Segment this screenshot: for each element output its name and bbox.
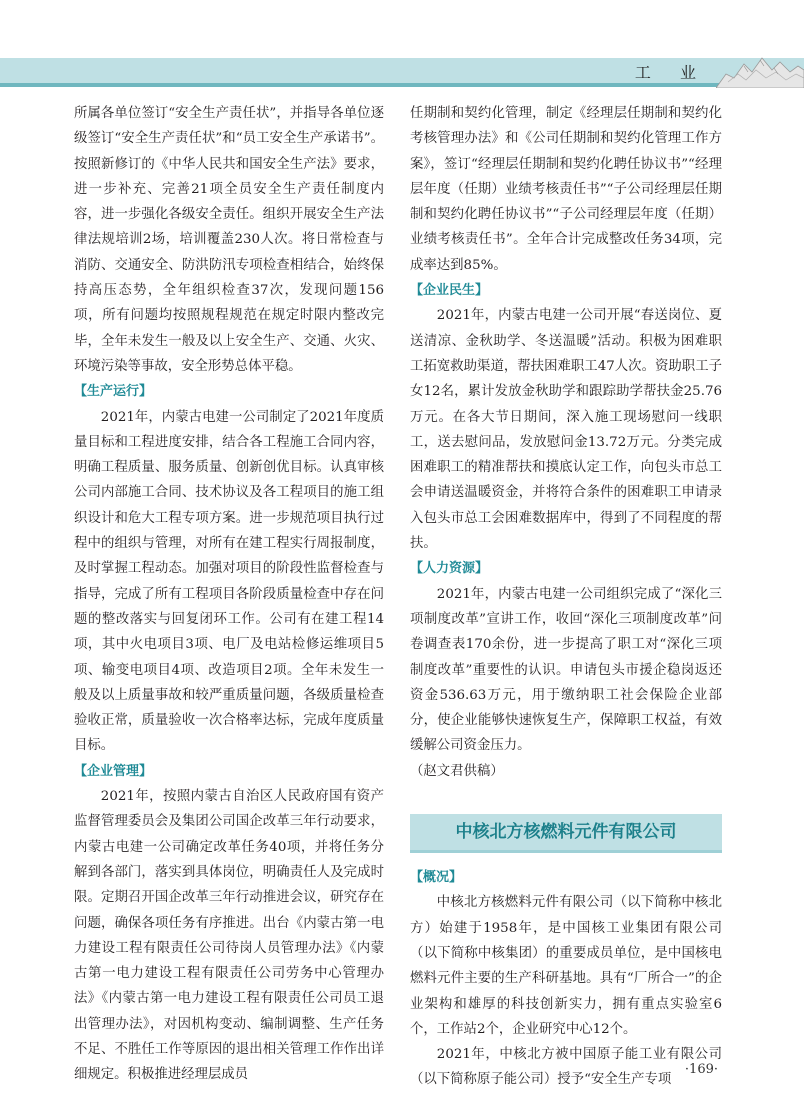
section-heading: 【人力资源】	[410, 561, 489, 577]
author-credit: （赵文君供稿）	[410, 763, 504, 779]
body-paragraph: 2021年，内蒙古电建一公司开展“春送岗位、夏送清凉、金秋助学、冬送温暖”活动。积极为困难职工拓宽救助渠道，帮扶困难职工47人次。资助职工子女12名，累计发放金秋助学和跟踪助学帮扶金25.76万元。在各大节日期间，深入施工现场慰问一线职工，送去慰问品，发放慰问金13.72万元。分类完成困难职工的精准帮扶和摸底认定工作，向包头市总工会申请送温暖资金，并将符合条件的困难职工申请录入包头市总工会困难数据库中，得到了不同程度的帮扶。	[410, 308, 722, 552]
right-column	[410, 101, 722, 1093]
company-title: 中核北方核燃料元件有限公司	[410, 814, 722, 853]
section-label: 工 业	[634, 63, 708, 82]
body-paragraph: 所属各单位签订“安全生产责任状”，并指导各单位逐级签订“安全生产责任状”和“员工安全生产承诺书”。按照新修订的《中华人民共和国安全生产法》要求，进一步补充、完善21项全员安全生产责任制度内容，进一步强化各级安全责任。组织开展安全生产法律法规培训2场，培训覆盖230人次。将日常检查与消防、交通安全、防洪防汛专项检查相结合，始终保持高压态势，全年组织检查37次，发现问题156项，所有问题均按照规程规范在规定时限内整改完毕，全年未发生一般及以上安全生产、交通、火灾、环境污染等事故，安全形势总体平稳。	[74, 106, 384, 374]
section-heading: 【企业管理】	[74, 763, 153, 779]
page-number: ·169·	[684, 1062, 718, 1077]
left-column	[74, 101, 384, 1088]
body-paragraph: 2021年，中核北方被中国原子能工业有限公司（以下简称原子能公司）授予“安全生产专项	[410, 1047, 722, 1088]
body-paragraph: 2021年，内蒙古电建一公司组织完成了“深化三项制度改革”宣讲工作，收回“深化三项制度改革”问卷调查表170余份，进一步提高了职工对“深化三项制度改革”重要性的认识。申请包头市援企稳岗返还资金536.63万元，用于缴纳职工社会保险企业部分，使企业能够快速恢复生产，保障职工权益，有效缓解公司资金压力。	[410, 586, 722, 754]
mountain-illustration-icon	[716, 44, 804, 88]
section-heading: 【生产运行】	[74, 384, 153, 400]
body-paragraph: 中核北方核燃料元件有限公司（以下简称中核北方）始建于1958年，是中国核工业集团有限公司（以下简称中核集团）的重要成员单位，是中国核电燃料元件主要的生产科研基地。具有“厂所合一”的企业架构和雄厚的科技创新实力，拥有重点实验室6个，工作站2个，企业研究中心12个。	[410, 895, 722, 1037]
section-heading: 【概况】	[410, 870, 463, 886]
body-paragraph: 2021年，内蒙古电建一公司制定了2021年度质量目标和工程进度安排，结合各工程施工合同内容，明确工程质量、服务质量、创新创优目标。认真审核公司内部施工合同、技术协议及各工程项目的施工组织设计和危大工程专项方案。进一步规范项目执行过程中的组织与管理，对所有在建工程实行周报制度，及时掌握工程动态。加强对项目的阶段性监督检查与指导，完成了所有工程项目各阶段质量检查中存在问题的整改落实与回复闭环工作。公司有在建工程14项，其中火电项目3项、电厂及电站检修运维项目5项、输变电项目4项、改造项目2项。全年未发生一般及以上质量事故和较严重质量问题，各级质量检查验收正常，质量验收一次合格率达标，完成年度质量目标。	[74, 409, 384, 754]
body-paragraph: 任期制和契约化管理，制定《经理层任期制和契约化考核管理办法》和《公司任期制和契约化管理工作方案》，签订“经理层任期制和契约化聘任协议书”“经理层年度（任期）业绩考核责任书”“子公司经理层任期制和契约化聘任协议书”“子公司经理层年度（任期）业绩考核责任书”。全年合计完成整改任务34项，完成率达到85%。	[410, 106, 722, 273]
body-paragraph: 2021年，按照内蒙古自治区人民政府国有资产监督管理委员会及集团公司国企改革三年行动要求，内蒙古电建一公司确定改革任务40项，并将任务分解到各部门，落实到具体岗位，明确责任人及完成时限。定期召开国企改革三年行动推进会议，研究存在问题，确保各项任务有序推进。出台《内蒙古第一电力建设工程有限责任公司待岗人员管理办法》《内蒙古第一电力建设工程有限责任公司劳务中心管理办法》《内蒙古第一电力建设工程有限责任公司员工退出管理办法》，对因机构变动、编制调整、生产任务不足、不胜任工作等原因的退出相关管理工作作出详细规定。积极推进经理层成员	[74, 789, 384, 1083]
section-heading: 【企业民生】	[410, 283, 489, 299]
